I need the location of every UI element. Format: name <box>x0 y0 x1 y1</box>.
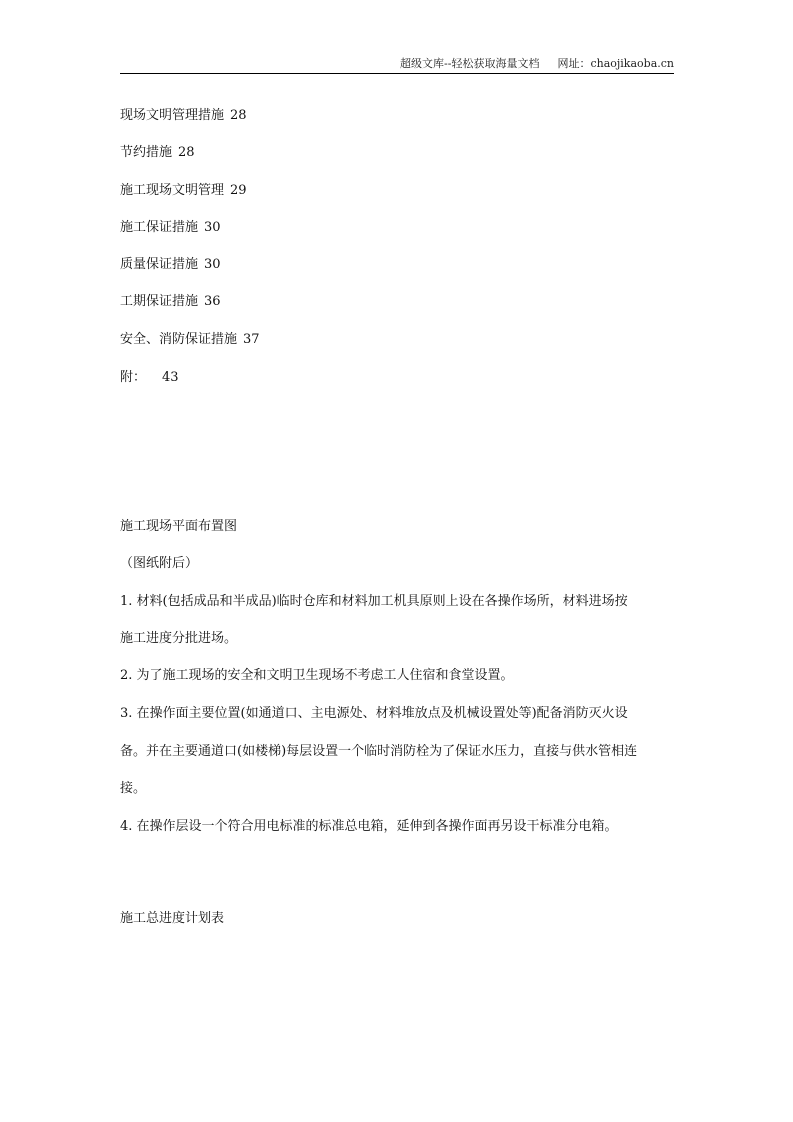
toc-entry-title: 附： <box>120 370 147 385</box>
toc-entry <box>120 331 680 349</box>
page-header <box>120 54 674 74</box>
toc-entry-page: 28 <box>230 108 247 123</box>
paragraph-line: 备。并在主要通道口(如楼梯)每层设置一个临时消防栓为了保证水压力，直接与供水管相连 <box>120 744 638 759</box>
toc-entry-page: 30 <box>204 257 221 272</box>
paragraph-line: 1. 材料(包括成品和半成品)临时仓库和材料加工机具原则上设在各操作场所，材料进场按 <box>120 594 628 609</box>
toc-entry <box>120 144 680 162</box>
toc-entry-page: 29 <box>230 183 247 198</box>
header-site-text: 超级文库--轻松获取海量文档 <box>400 57 540 70</box>
header-url-link[interactable]: chaojikaoba.cn <box>590 57 674 70</box>
section-note: （图纸附后） <box>120 556 199 571</box>
paragraph-line: 2. 为了施工现场的安全和文明卫生现场不考虑工人住宿和食堂设置。 <box>120 668 514 683</box>
toc-entry <box>120 182 680 200</box>
paragraph-line: 4. 在操作层设一个符合用电标准的标准总电箱，延伸到各操作面再另设干标准分电箱。 <box>120 819 618 834</box>
section-heading: 施工现场平面布置图 <box>120 519 238 534</box>
toc-entry-title: 现场文明管理措施 <box>120 108 225 123</box>
toc-entry-title: 工期保证措施 <box>120 294 199 309</box>
toc-entry-page: 43 <box>162 370 179 385</box>
toc-entry-title: 质量保证措施 <box>120 257 199 272</box>
toc-entry <box>120 293 680 311</box>
toc-entry-page: 37 <box>243 332 260 347</box>
toc-entry-title: 施工现场文明管理 <box>120 183 225 198</box>
toc-entry <box>120 219 680 237</box>
toc-entry <box>120 107 680 125</box>
toc-entry <box>120 369 680 387</box>
header-url-label: 网址： <box>557 57 591 70</box>
toc-entry-page: 28 <box>178 145 195 160</box>
toc-entry-title: 安全、消防保证措施 <box>120 332 238 347</box>
section-heading: 施工总进度计划表 <box>120 911 225 926</box>
toc-entry <box>120 256 680 274</box>
toc-entry-title: 节约措施 <box>120 145 173 160</box>
toc-entry-page: 30 <box>204 220 221 235</box>
toc-entry-title: 施工保证措施 <box>120 220 199 235</box>
paragraph-line: 3. 在操作面主要位置(如通道口、主电源处、材料堆放点及机械设置处等)配备消防灭火设 <box>120 706 628 721</box>
paragraph-line: 施工进度分批进场。 <box>120 631 238 646</box>
header-divider <box>120 73 674 74</box>
toc-entry-page: 36 <box>204 294 221 309</box>
paragraph-line: 接。 <box>120 781 147 796</box>
